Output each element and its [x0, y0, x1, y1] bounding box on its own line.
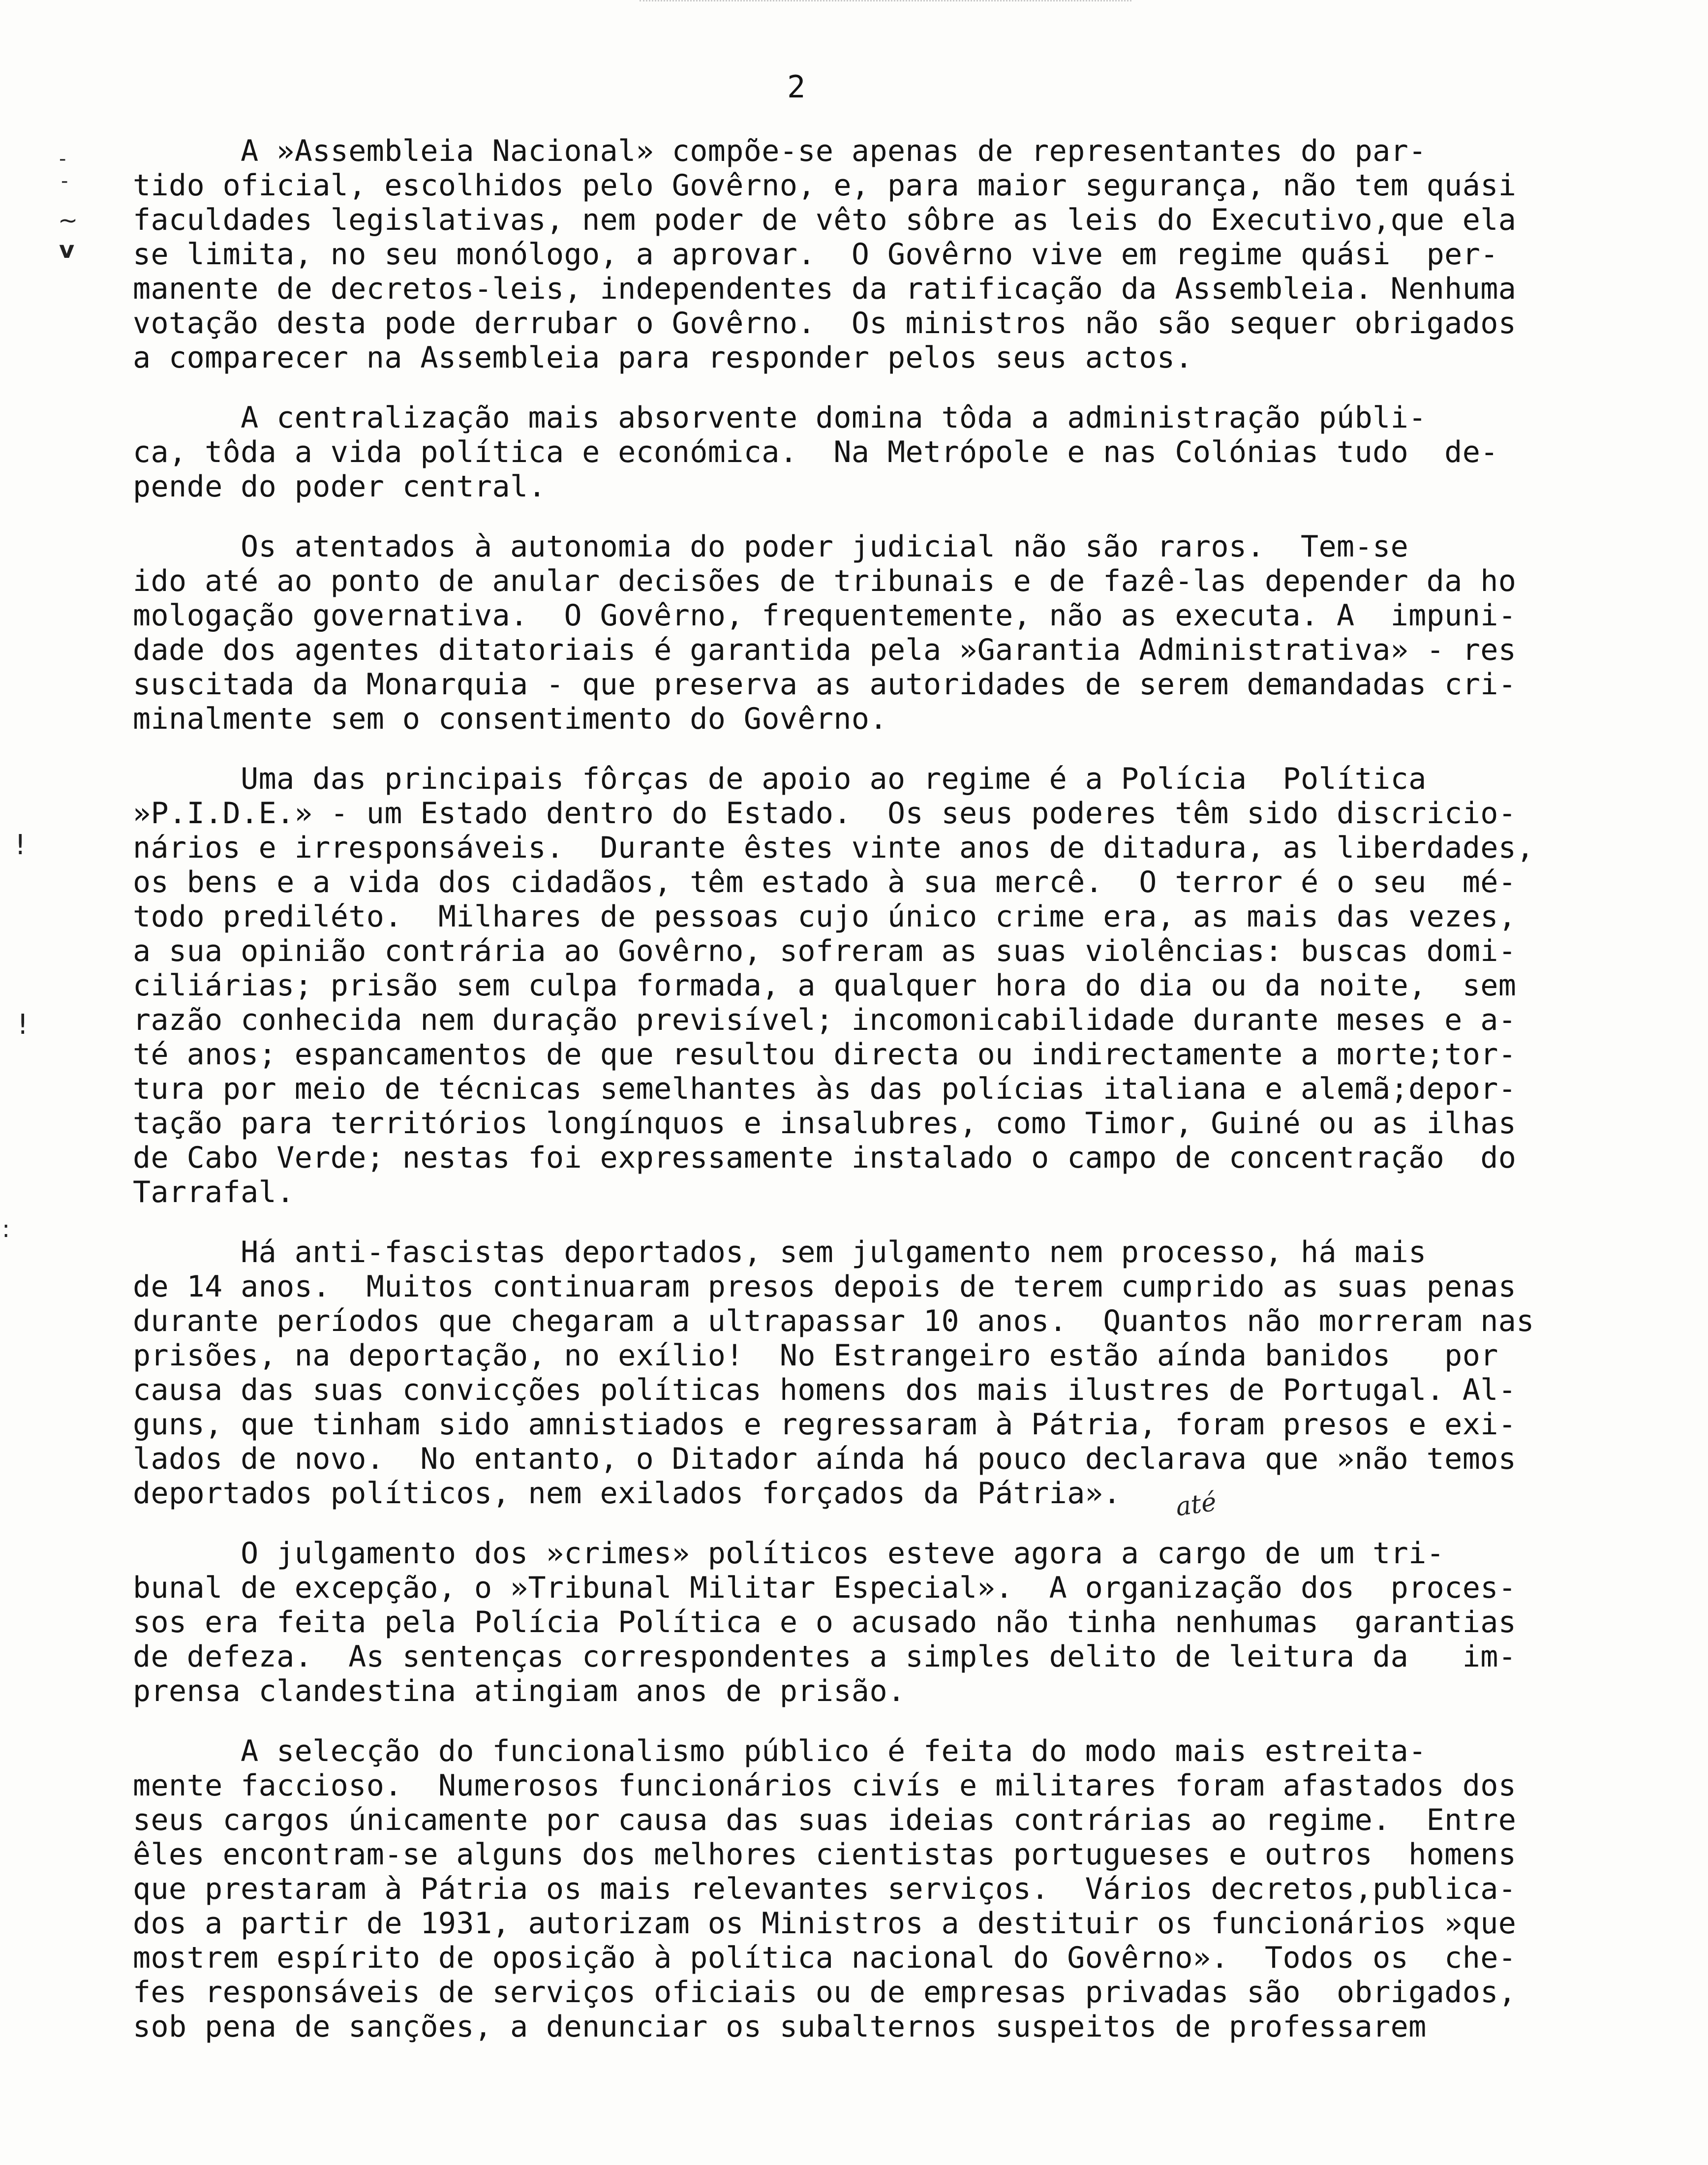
text-line: votação desta pode derrubar o Govêrno. Os ministros não são sequer obrigados [133, 306, 1517, 340]
text-line: prisões, na deportação, no exílio! No Estrangeiro estão aínda banidos por [133, 1338, 1498, 1373]
paragraph [133, 1734, 1648, 2044]
margin-mark: ! [15, 829, 26, 861]
text-line: de defeza. As sentenças correspondentes a simples delito de leitura da im- [133, 1639, 1517, 1674]
text-line: a comparecer na Assembleia para responder pelos seus actos. [133, 340, 1193, 375]
text-line: té anos; espancamentos de que resultou directa ou indirectamente a morte;tor- [133, 1037, 1517, 1072]
text-line: nários e irresponsáveis. Durante êstes vinte anos de ditadura, as liberdades, [133, 831, 1534, 865]
text-line: a sua opinião contrária ao Govêrno, sofreram as suas violências: buscas domi- [133, 934, 1517, 968]
text-line: faculdades legislativas, nem poder de vêto sôbre as leis do Executivo,que ela [133, 203, 1517, 237]
text-line: tura por meio de técnicas semelhantes às das polícias italiana e alemã;depor- [133, 1072, 1517, 1106]
text-line: bunal de excepção, o »Tribunal Militar Especial». A organização dos proces- [133, 1571, 1517, 1605]
text-line: deportados políticos, nem exilados forçados da Pátria». [133, 1476, 1121, 1511]
text-line: tação para territórios longínquos e insalubres, como Timor, Guiné ou as ilhas [133, 1106, 1517, 1141]
handwritten-annotation: até [1174, 1487, 1219, 1522]
margin-mark: ~ [58, 207, 78, 234]
text-line: ido até ao ponto de anular decisões de tribunais e de fazê-las depender da ho [133, 564, 1517, 598]
margin-mark: - [61, 170, 68, 192]
text-line: ciliárias; prisão sem culpa formada, a qualquer hora do dia ou da noite, sem [133, 968, 1517, 1003]
text-line: Os atentados à autonomia do poder judicial não são raros. Tem-se [133, 529, 1409, 564]
text-line: prensa clandestina atingiam anos de prisão. [133, 1674, 906, 1708]
paragraph [133, 762, 1648, 1209]
margin-mark: : [2, 1215, 10, 1243]
body-text [133, 134, 1648, 2070]
text-line: »P.I.D.E.» - um Estado dentro do Estado. Os seus poderes têm sido discricio- [133, 796, 1517, 831]
text-line: minalmente sem o consentimento do Govêrno. [133, 702, 887, 736]
margin-mark: - [59, 148, 66, 170]
text-line: causa das suas convicções políticas homens dos mais ilustres de Portugal. Al- [133, 1373, 1517, 1407]
text-line: A »Assembleia Nacional» compõe-se apenas de representantes do par- [133, 134, 1427, 168]
text-line: dade dos agentes ditatoriais é garantida pela »Garantia Administrativa» - res [133, 633, 1517, 667]
text-line: O julgamento dos »crimes» políticos esteve agora a cargo de um tri- [133, 1536, 1445, 1571]
text-line: tido oficial, escolhidos pelo Govêrno, e, para maior segurança, não tem quási [133, 168, 1517, 203]
paragraph [133, 401, 1648, 504]
text-line: pende do poder central. [133, 469, 547, 504]
text-line: guns, que tinham sido amnistiados e regressaram à Pátria, foram presos e exi- [133, 1407, 1517, 1442]
text-line: fes responsáveis de serviços oficiais ou de empresas privadas são obrigados, [133, 1975, 1517, 2010]
text-line: êles encontram-se alguns dos melhores cientistas portugueses e outros homens [133, 1837, 1517, 1872]
margin-mark: v [59, 236, 75, 264]
text-line: manente de decretos-leis, independentes da ratificação da Assembleia. Nenhuma [133, 272, 1517, 306]
scan-artifact [640, 0, 1131, 7]
text-line: se limita, no seu monólogo, a aprovar. O Govêrno vive em regime quási per- [133, 237, 1498, 272]
text-line: mologação governativa. O Govêrno, frequentemente, não as executa. A impuni- [133, 598, 1517, 633]
text-line: que prestaram à Pátria os mais relevantes serviços. Vários decretos,publica- [133, 1872, 1517, 1906]
text-line: Uma das principais fôrças de apoio ao regime é a Polícia Política [133, 762, 1427, 796]
text-line: A centralização mais absorvente domina tôda a administração públi- [133, 401, 1427, 435]
text-line: durante períodos que chegaram a ultrapassar 10 anos. Quantos não morreram nas [133, 1304, 1534, 1338]
text-line: de Cabo Verde; nestas foi expressamente instalado o campo de concentração do [133, 1141, 1517, 1175]
text-line: mente faccioso. Numerosos funcionários civís e militares foram afastados dos [133, 1768, 1517, 1803]
paragraph [133, 529, 1648, 736]
text-line: os bens e a vida dos cidadãos, têm estado à sua mercê. O terror é o seu mé- [133, 865, 1517, 899]
text-line: A selecção do funcionalismo público é feita do modo mais estreita- [133, 1734, 1427, 1768]
paragraph [133, 1536, 1648, 1708]
text-line: razão conhecida nem duração previsível; incomonicabilidade durante meses e a- [133, 1003, 1517, 1037]
text-line: Há anti-fascistas deportados, sem julgamento nem processo, há mais [133, 1235, 1427, 1269]
text-line: sos era feita pela Polícia Política e o acusado não tinha nenhumas garantias [133, 1605, 1517, 1639]
text-line: sob pena de sanções, a denunciar os subalternos suspeitos de professarem [133, 2010, 1427, 2044]
text-line: de 14 anos. Muitos continuaram presos depois de terem cumprido as suas penas [133, 1269, 1517, 1304]
text-line: dos a partir de 1931, autorizam os Ministros a destituir os funcionários »que [133, 1906, 1517, 1941]
paragraph [133, 1235, 1648, 1511]
paragraph [133, 134, 1648, 375]
text-line: lados de novo. No entanto, o Ditador aínda há pouco declarava que »não temos [133, 1442, 1517, 1476]
text-line: todo prediléto. Milhares de pessoas cujo único crime era, as mais das vezes, [133, 899, 1517, 934]
text-line: suscitada da Monarquia - que preserva as autoridades de serem demandadas cri- [133, 667, 1517, 702]
page-number: 2 [787, 69, 806, 105]
margin-mark: ! [17, 1009, 29, 1041]
text-line: ca, tôda a vida política e económica. Na Metrópole e nas Colónias tudo de- [133, 435, 1498, 469]
text-line: mostrem espírito de oposição à política nacional do Govêrno». Todos os che- [133, 1941, 1517, 1975]
text-line: seus cargos únicamente por causa das suas ideias contrárias ao regime. Entre [133, 1803, 1517, 1837]
text-line: Tarrafal. [133, 1175, 295, 1209]
